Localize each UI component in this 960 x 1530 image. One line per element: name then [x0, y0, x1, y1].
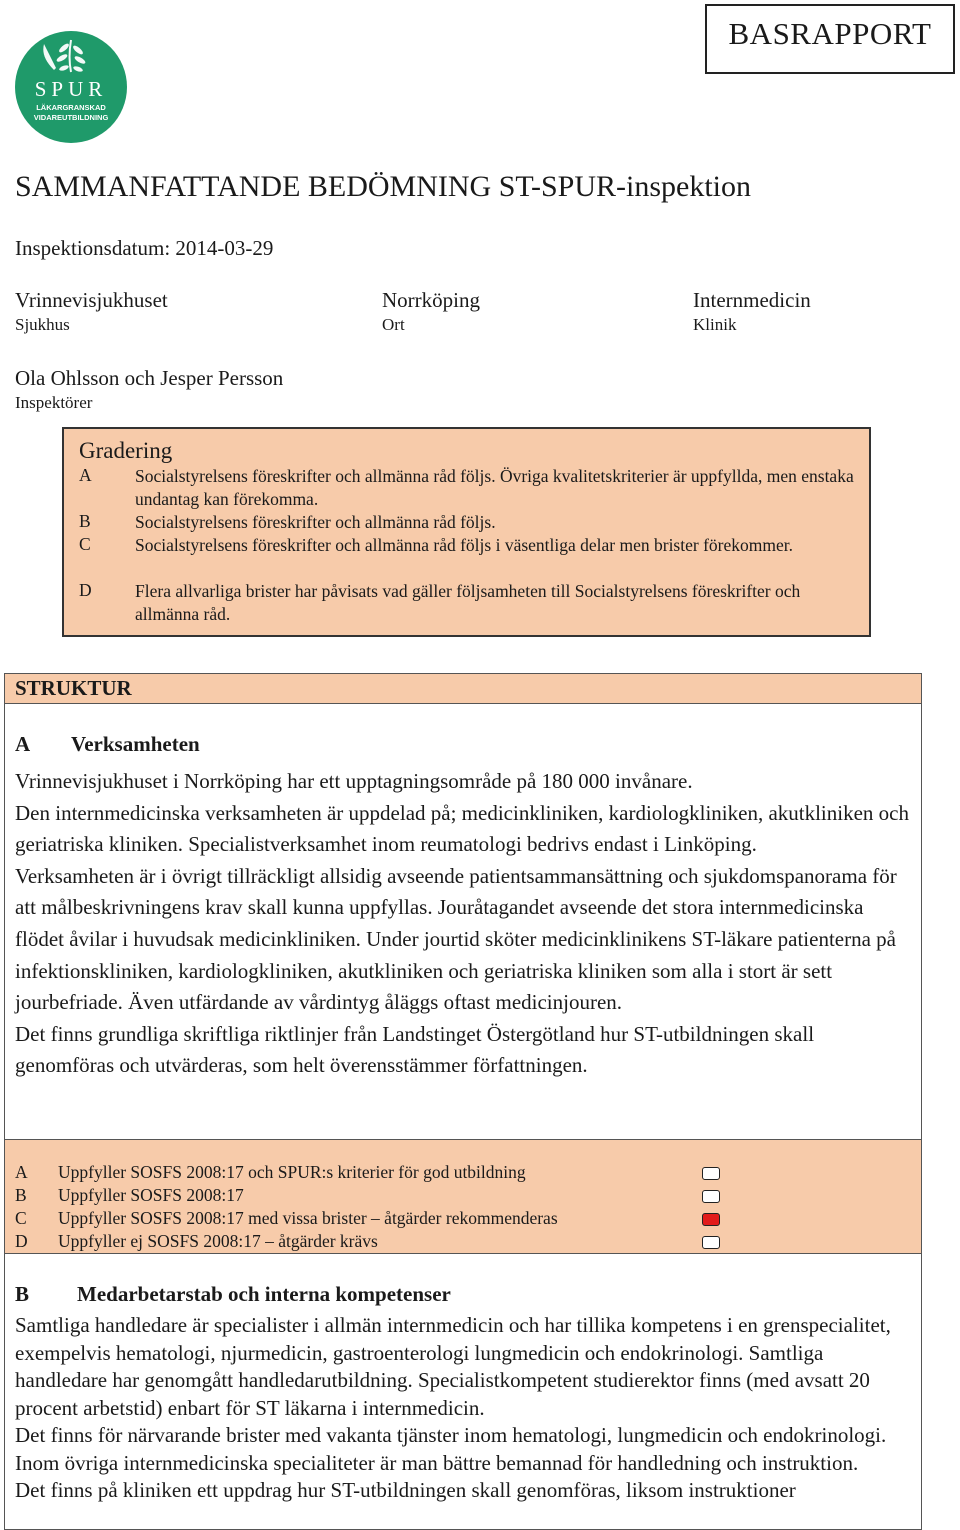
- rating-letter-a: A: [15, 1162, 28, 1182]
- struktur-title: STRUKTUR: [15, 676, 132, 700]
- page-title: SAMMANFATTANDE BEDÖMNING ST-SPUR-inspektion: [15, 170, 751, 203]
- logo-sub2: VIDAREUTBILDNING: [33, 113, 109, 122]
- city-value: Norrköping: [382, 288, 480, 312]
- report-type-box: [705, 4, 955, 74]
- rating-text-c: Uppfyller SOSFS 2008:17 med vissa brister – åtgärder rekommenderas: [58, 1208, 558, 1228]
- spur-logo: [14, 30, 128, 144]
- logo-text: SPUR: [34, 77, 108, 101]
- report-type: BASRAPPORT: [728, 16, 932, 51]
- hospital-value: Vrinnevisjukhuset: [15, 288, 168, 312]
- rating-checkbox-b[interactable]: [702, 1190, 720, 1203]
- rating-letter-d: D: [15, 1231, 28, 1251]
- hospital-label: Sjukhus: [15, 315, 70, 334]
- rating-checkbox-a[interactable]: [702, 1167, 720, 1180]
- rating-checkbox-c[interactable]: [702, 1213, 720, 1226]
- logo-sub1: LÄKARGRANSKAD: [36, 103, 106, 112]
- rating-text-d: Uppfyller ej SOSFS 2008:17 – åtgärder krävs: [58, 1231, 378, 1251]
- inspectors-value: Ola Ohlsson och Jesper Persson: [15, 366, 284, 390]
- rating-panel: [5, 1139, 921, 1254]
- section-b-text: Samtliga handledare är specialister i allmän internmedicin och har tillika kompetens i en grenspecialitet, exempelvis hematologi, njurmedicin, gastroenterologi lungmedicin och endokrinologi. Samtliga handledare har genomgått handledarutbildning. Specialistkompetent studierektor finns (med avsatt 20 procent arbetstid) enbart för ST läkarna i internmedicin. Det finns för närvarande brister med vakanta tjänster inom hematologi, lungmedicin och endokrinologi. Inom övriga internmedicinska specialiteter är man bättre bemannad för handledning och instruktion. Det finns på kliniken ett uppdrag hur ST-utbildningen skall genomföras, liksom instruktioner: [15, 1313, 891, 1502]
- grading-title: Gradering: [79, 438, 173, 463]
- rating-text-a: Uppfyller SOSFS 2008:17 och SPUR:s kriterier för god utbildning: [58, 1162, 526, 1182]
- grading-text-a: Socialstyrelsens föreskrifter och allmänna råd följs. Övriga kvalitetskriterier är uppfyllda, men enstaka undantag kan förekomma.: [135, 466, 854, 509]
- clinic-label: Klinik: [693, 315, 737, 334]
- grading-legend: [62, 427, 871, 637]
- section-a-text: Vrinnevisjukhuset i Norrköping har ett upptagningsområde på 180 000 invånare. Den internmedicinska verksamheten är uppdelad på; medicinkliniken, kardiologkliniken, akutkliniken och geriatriska kliniken. Specialistverksamhet inom reumatologi bedrivs endast i Linköping. Verksamheten är i övrigt tillräckligt allsidig avseende patientsammansättning och sjukdomspanorama för att målbeskrivningens krav skall kunna uppfyllas. Jouråtagandet avseende det stora internmedicinska flödet åvilar i huvudsak medicinkliniken. Under jourtid sköter medicinklinikens ST-läkare patienterna på infektionskliniken, kardiologkliniken, akutkliniken och geriatriska kliniken som alla i stort är sett jourbefriade. Även utfärdande av vårdintyg åläggs oftast medicinjouren. Det finns grundliga skriftliga riktlinjer från Landstinget Östergötland hur ST-utbildningen skall genomföras och utvärderas, som helt överensstämmer författningen.: [15, 769, 909, 1078]
- inspectors-label: Inspektörer: [15, 393, 93, 412]
- section-b-title: Medarbetarstab och interna kompetenser: [77, 1282, 451, 1306]
- grading-text-b: Socialstyrelsens föreskrifter och allmänna råd följs.: [135, 512, 496, 532]
- clinic-value: Internmedicin: [693, 288, 811, 312]
- section-a-title: Verksamheten: [71, 732, 200, 756]
- struktur-header: [5, 674, 921, 704]
- grading-letter-d: D: [79, 580, 92, 600]
- grading-letter-b: B: [79, 511, 91, 531]
- rating-letter-b: B: [15, 1185, 27, 1205]
- grading-letter-a: A: [79, 465, 92, 485]
- struktur-section: [4, 673, 922, 1530]
- rating-text-b: Uppfyller SOSFS 2008:17: [58, 1185, 244, 1205]
- inspection-date: Inspektionsdatum: 2014-03-29: [15, 236, 274, 260]
- grading-text-c: Socialstyrelsens föreskrifter och allmänna råd följs i väsentliga delar men brister förekommer.: [135, 535, 793, 555]
- rating-checkbox-d[interactable]: [702, 1236, 720, 1249]
- grading-letter-c: C: [79, 534, 91, 554]
- rating-letter-c: C: [15, 1208, 27, 1228]
- city-label: Ort: [382, 315, 405, 334]
- section-a-letter: A: [15, 732, 31, 756]
- grading-text-d: Flera allvarliga brister har påvisats vad gäller följsamheten till Socialstyrelsens föreskrifter och allmänna råd.: [135, 581, 801, 624]
- section-b-letter: B: [15, 1282, 30, 1306]
